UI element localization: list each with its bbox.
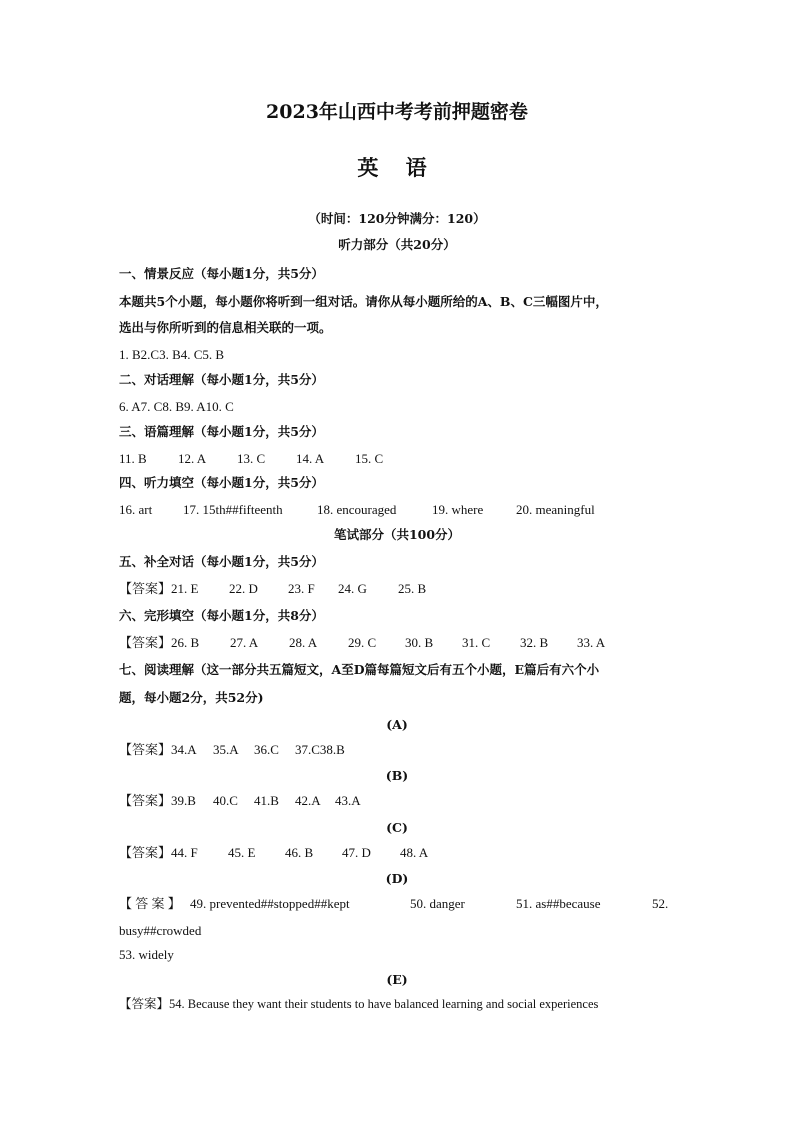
writing-heading: 笔试部分（共100分） [333, 527, 461, 542]
answer-item: 45. E [228, 845, 256, 860]
answer-item: 43.A [335, 793, 361, 808]
answer-item: 21. E [171, 581, 199, 596]
answer-label: 【答案】 [119, 793, 172, 808]
answer-item: 23. F [288, 581, 315, 596]
answer-label: 【答案】 [119, 997, 170, 1011]
section-d-answers-line3: 53. widely [119, 947, 174, 962]
part7-title-line2: 题，每小题2分，共52分) [119, 690, 264, 705]
answer-label: 【 答 案 】 [119, 896, 181, 911]
answer-item: 33. A [577, 635, 606, 650]
answer-item: 52. [652, 896, 669, 911]
answer-item: 14. A [296, 451, 325, 466]
answer-item: 40.C [213, 793, 238, 808]
answer-item: 18. encouraged [317, 502, 397, 517]
answer-label: 【答案】 [119, 845, 172, 860]
answer-item: 17. 15th##fifteenth [183, 502, 283, 517]
answer-item: 30. B [405, 635, 434, 650]
section-b-answers [119, 793, 361, 809]
listening-heading: 听力部分（共20分） [338, 237, 456, 252]
answer-item: 50. danger [410, 896, 465, 911]
part3-title: 三、语篇理解（每小题1分，共5分） [119, 424, 324, 439]
document-title: 2023年山西中考考前押题密卷 [266, 101, 528, 123]
answer-item: 20. meaningful [516, 502, 595, 517]
answer-item: 51. as##because [516, 896, 601, 911]
answer-item: 47. D [342, 845, 371, 860]
section-e-answers [119, 996, 598, 1012]
answer-item: 15. C [355, 451, 384, 466]
answer-item: 19. where [432, 502, 484, 517]
part2-answers: 6. A7. C8. B9. A10. C [119, 399, 234, 414]
part5-answers [119, 581, 426, 597]
subject-title: 英 语 [357, 155, 437, 180]
part1-description-line2: 选出与你所听到的信息相关联的一项。 [119, 320, 332, 335]
section-b-label: (B) [385, 768, 409, 783]
answer-item: 24. G [338, 581, 367, 596]
part1-title: 一、情景反应（每小题1分，共5分） [119, 266, 324, 281]
answer-item: 48. A [400, 845, 429, 860]
part2-title: 二、对话理解（每小题1分，共5分） [119, 372, 324, 387]
answer-label: 【答案】 [119, 581, 172, 596]
answer-item: 12. A [178, 451, 207, 466]
answer-item: 42.A [295, 793, 321, 808]
part5-title: 五、补全对话（每小题1分，共5分） [119, 554, 324, 569]
section-a-answers [119, 742, 345, 758]
section-d-label: (D) [385, 871, 409, 886]
part1-description-line1: 本题共5个小题，每小题你将听到一组对话。请你从每小题所给的A、B、C三幅图片中， [119, 294, 608, 309]
answer-item: 36.C [254, 742, 279, 757]
section-a-label: (A) [386, 717, 408, 732]
answer-label: 【答案】 [119, 635, 172, 650]
answer-item: 31. C [462, 635, 491, 650]
answer-item: 28. A [289, 635, 318, 650]
answer-item: 25. B [398, 581, 427, 596]
section-c-label: (C) [386, 820, 408, 835]
answer-item: 41.B [254, 793, 279, 808]
answer-item: 39.B [171, 793, 196, 808]
answer-item: 27. A [230, 635, 259, 650]
answer-item: 29. C [348, 635, 377, 650]
section-d-answers-line2: busy##crowded [119, 923, 202, 938]
answer-item: 46. B [285, 845, 314, 860]
part4-title: 四、听力填空（每小题1分，共5分） [119, 475, 324, 490]
answer-item: 34.A [171, 742, 197, 757]
answer-item: 13. C [237, 451, 266, 466]
answer-item: 35.A [213, 742, 239, 757]
answer-item: 16. art [119, 502, 153, 517]
answer-item: 54. Because they want their students to have balanced learning and social experiences [169, 997, 599, 1011]
answer-label: 【答案】 [119, 742, 172, 757]
answer-item: 32. B [520, 635, 549, 650]
section-c-answers [119, 845, 428, 861]
answer-item: 37.C38.B [295, 742, 345, 757]
part7-title-line1: 七、阅读理解（这一部分共五篇短文，A至D篇每篇短文后有五个小题，E篇后有六个小 [119, 662, 600, 677]
section-e-label: (E) [386, 972, 408, 987]
answer-item: 26. B [171, 635, 200, 650]
part6-answers [119, 635, 605, 651]
answer-item: 49. prevented##stopped##kept [190, 896, 350, 911]
part6-title: 六、完形填空（每小题1分，共8分） [119, 608, 324, 623]
answer-item: 11. B [119, 451, 147, 466]
answer-item: 44. F [171, 845, 198, 860]
answer-item: 22. D [229, 581, 258, 596]
section-d-answers-line1 [119, 896, 675, 912]
part4-answers [119, 502, 595, 518]
part1-answers: 1. B2.C3. B4. C5. B [119, 347, 225, 362]
exam-info: （时间：120分钟满分：120） [308, 211, 486, 226]
part3-answers [119, 451, 383, 467]
